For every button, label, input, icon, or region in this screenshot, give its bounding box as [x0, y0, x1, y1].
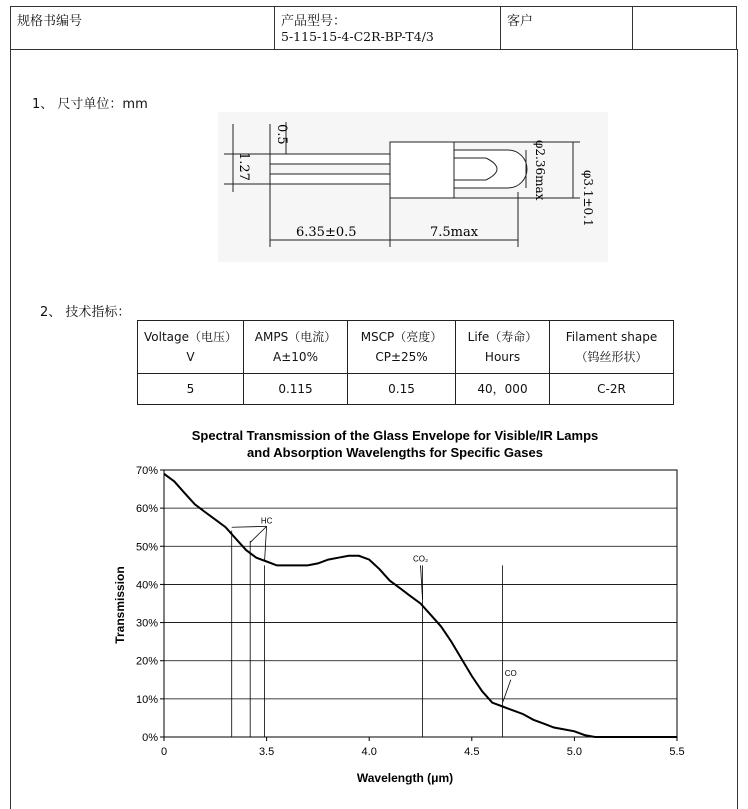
y-tick-label: 70% [135, 465, 158, 477]
y-tick-label: 40% [135, 579, 158, 592]
customer-cell [501, 7, 633, 50]
spec-header-row [138, 321, 674, 374]
model-cell [275, 7, 501, 50]
header-table [10, 6, 737, 50]
dim-bulb-dia: φ2.36max [533, 140, 547, 201]
header-line1: Filament shape [565, 330, 658, 344]
dim-lead-pitch: 1.27 [236, 152, 251, 181]
spec-value-filament: C-2R [550, 374, 674, 405]
x-tick-label: 4.0 [361, 746, 377, 758]
hc-arrow [232, 526, 267, 527]
spec-value-row [138, 374, 674, 405]
spec-value-amps: 0.115 [244, 374, 348, 405]
y-tick-label: 0% [142, 732, 158, 744]
hc-arrow [265, 526, 267, 561]
spec-number-cell [11, 7, 275, 50]
y-tick-label: 50% [135, 541, 158, 554]
plot-area [136, 465, 685, 758]
spec-header-voltage [138, 321, 244, 374]
header-line2: CP±25% [375, 350, 428, 364]
header-line1: Voltage（电压） [143, 330, 237, 344]
model-label: 产品型号： [281, 14, 347, 29]
spec-value-life: 40，000 [456, 374, 550, 405]
spec-value-mscp: 0.15 [348, 374, 456, 405]
annotation-label: HC [260, 516, 273, 526]
header-line1: MSCP（亮度） [360, 330, 443, 344]
hc-arrow [250, 526, 266, 542]
chart-subtitle: and Absorption Wavelengths for Specific Gases [247, 445, 543, 460]
y-tick-label: 60% [135, 503, 158, 516]
glass-bulb [454, 150, 527, 188]
header-line2: （钨丝形状） [575, 350, 648, 364]
header-line1: AMPS（电流） [254, 330, 337, 344]
annotation-label: CO₂ [412, 554, 429, 564]
y-tick-label: 10% [135, 693, 158, 706]
dimension-drawing [218, 112, 608, 262]
spec-header-life [456, 321, 550, 374]
lead-lower [270, 174, 390, 184]
section-2-title: 2、 技术指标： [40, 305, 131, 320]
model-value: 5-115-15-4-C2R-BP-T4/3 [281, 29, 434, 44]
dim-body-length: 7.5max [430, 225, 479, 240]
header-line2: Hours [484, 350, 521, 364]
x-tick-label: 5.5 [669, 746, 685, 758]
spec-table [137, 320, 674, 405]
header-row [11, 7, 737, 50]
chart-title: Spectral Transmission of the Glass Envelope for Visible/IR Lamps [191, 428, 599, 443]
transmission-curve [164, 474, 677, 737]
x-tick-label: 3.5 [258, 746, 275, 758]
y-tick-label: 20% [135, 655, 158, 668]
spec-value-voltage: 5 [138, 374, 244, 405]
lead-upper [270, 154, 390, 164]
spec-header-filament [550, 321, 674, 374]
header-line1: Life（寿命） [467, 330, 538, 344]
customer-label: 客户 [507, 14, 534, 29]
header-line2: A±10% [273, 350, 318, 364]
dim-lead-dia: 0.5 [274, 124, 289, 145]
header-line2: V [186, 350, 195, 364]
x-tick-label: 5.0 [566, 746, 583, 758]
dim-base-dia: φ3.1±0.1 [581, 170, 595, 227]
transmission-chart [100, 420, 700, 790]
spec-header-mscp [348, 321, 456, 374]
y-axis-label: Transmission [113, 566, 127, 644]
x-tick-label: 0 [160, 746, 168, 758]
annotation-label: CO [504, 668, 517, 678]
x-axis-label: Wavelength (μm) [356, 771, 454, 785]
dim-lead-length: 6.35±0.5 [296, 225, 357, 240]
lamp-base [390, 142, 454, 198]
customer-value-cell [633, 7, 737, 50]
spec-header-amps [244, 321, 348, 374]
y-tick-label: 30% [135, 617, 158, 630]
section-1-title: 1、 尺寸单位：mm [32, 97, 148, 112]
x-tick-label: 4.5 [464, 746, 480, 758]
spec-number-label: 规格书编号 [17, 14, 83, 29]
